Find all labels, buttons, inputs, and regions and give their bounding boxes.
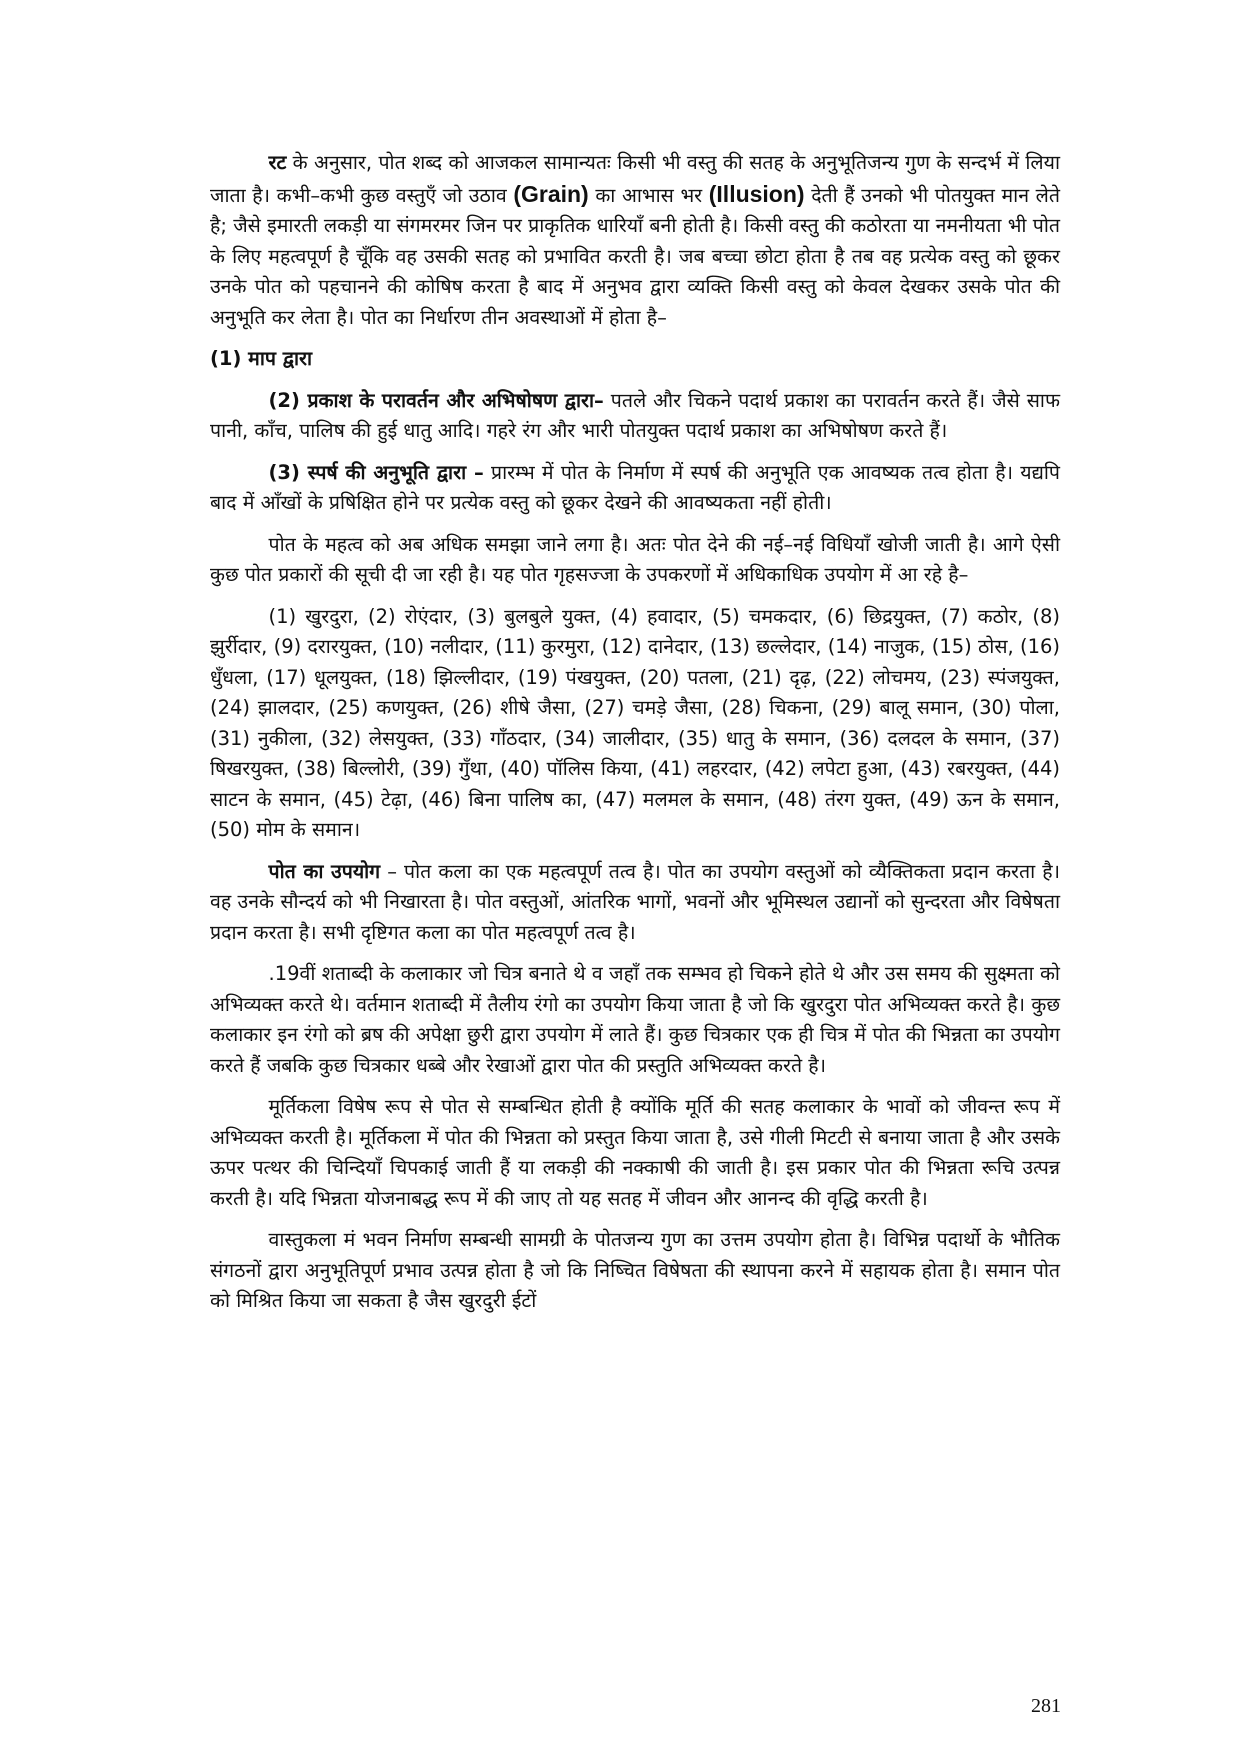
- method-3-label: (3) स्पर्ष की अनुभूति द्वारा –: [268, 460, 484, 484]
- paragraph-usage: [210, 857, 1060, 949]
- method-1-heading: [210, 344, 1060, 375]
- paragraph-importance: पोत के महत्व को अब अधिक समझा जाने लगा है। अतः पोत देने की नई–नई विधियाँ खोजी जाती है। आगे ऐसी कुछ पोत प्रकारों की सूची दी जा रही है। यह पोत गृहसज्जा के उपकरणों में अधिकाधिक उपयोग में आ रहे है–: [210, 532, 1060, 586]
- document-body: [210, 148, 1060, 1328]
- paragraph-architecture: वास्तुकला मं भवन निर्माण सम्बन्धी सामग्री के पोतजन्य गुण का उत्तम उपयोग होता है। विभिन्न पदार्थो के भौतिक संगठनों द्वारा अनुभूतिपूर्ण प्रभाव उत्पन्न होता है जो कि निष्चित विषेषता की स्थापना करने में सहायक होता है। समान पोत को मिश्रित किया जा सकता है जैस खुरदुरी ईटों: [210, 1228, 1060, 1312]
- intro-lead-word: रट: [268, 151, 287, 174]
- paragraph-sculpture: मूर्तिकला विषेष रूप से पोत से सम्बन्धित होती है क्योंकि मूर्ति की सतह कलाकार के भावों को जीवन्त रूप में अभिव्यक्त करती है। मूर्तिकला में पोत की भिन्नता को प्रस्तुत किया जाता है, उसे गीली मिटटी से बनाया जाता है और उसके ऊपर पत्थर की चिन्दियाँ चिपकाई जाती हैं या लकड़ी की नक्काषी की जाती है। इस प्रकार पोत की भिन्नता रूचि उत्पन्न करती है। यदि भिन्नता योजनाबद्ध रूप में की जाए तो यह सतह में जीवन और आनन्द की वृद्धि करती है।: [210, 1095, 1060, 1210]
- method-3-text: प्रारम्भ में पोत के निर्माण में स्पर्ष की अनुभूति एक आवष्यक तत्व होता है। यद्यपि बाद में आँखों के प्रषिक्षित होने पर प्रत्येक वस्तु को छूकर देखने की आवष्यकता नहीं होती।: [210, 460, 1060, 514]
- usage-text: – पोत कला का एक महत्वपूर्ण तत्व है। पोत का उपयोग वस्तुओं को व्यैक्तिकता प्रदान करता है। वह उनके सौन्दर्य को भी निखारता है। पोत वस्तुओं, आंतरिक भागों, भवनों और भूमिस्थल उद्यानों को सुन्दरता और विषेषता प्रदान करता है। सभी दृष्टिगत कला का पोत महत्वपूर्ण तत्व है।: [210, 859, 1060, 944]
- intro-text-1: के अनुसार, पोत शब्द को आजकल सामान्यतः किसी भी वस्तु की सतह के अनुभूतिजन्य गुण के सन्दर्भ में लिया जाता है। कभी–कभी कुछ वस्तुएँ जो उठाव: [210, 151, 1060, 207]
- texture-types-list: (1) खुरदुरा, (2) रोएंदार, (3) बुलबुले युक्त, (4) हवादार, (5) चमकदार, (6) छिद्रयुक्त, (7) कठोर, (8) झुर्रीदार, (9) दरारयुक्त, (10) नलीदार, (11) कुरमुरा, (12) दानेदार, (13) छल्लेदार, (14) नाजुक, (15) ठोस, (16) धुँधला, (17) धूलयुक्त, (18) झिल्लीदार, (19) पंखयुक्त, (20) पतला, (21) दृढ़, (22) लोचमय, (23) स्पंजयुक्त, (24) झालदार, (25) कणयुक्त, (26) शीषे जैसा, (27) चमड़े जैसा, (28) चिकना, (29) बालू समान, (30) पोला, (31) नुकीला, (32) लेसयुक्त, (33) गाँठदार, (34) जालीदार, (35) धातु के समान, (36) दलदल के समान, (37) षिखरयुक्त, (38) बिल्लोरी, (39) गुँथा, (40) पॉलिस किया, (41) लहरदार, (42) लपेटा हुआ, (43) रबरयुक्त, (44) साटन के समान, (45) टेढ़ा, (46) बिना पालिष का, (47) मलमल के समान, (48) तंरग युक्त, (49) ऊन के समान, (50) मोम के समान।: [210, 604, 1060, 841]
- paragraph-painting: .19वीं शताब्दी के कलाकार जो चित्र बनाते थे व जहाँ तक सम्भव हो चिकने होते थे और उस समय की सुक्ष्मता को अभिव्यक्त करते थे। वर्तमान शताब्दी में तैलीय रंगो का उपयोग किया जाता है जो कि खुरदुरा पोत अभिव्यक्त करते है। कुछ कलाकार इन रंगो को ब्रष की अपेक्षा छुरी द्वारा उपयोग में लाते हैं। कुछ चित्रकार एक ही चित्र में पोत की भिन्नता का उपयोग करते हैं जबकि कुछ चित्रकार धब्बे और रेखाओं द्वारा पोत की प्रस्तुति अभिव्यक्त करते है।: [210, 962, 1060, 1077]
- term-illusion: (Illusion): [708, 180, 805, 207]
- method-2-text: पतले और चिकने पदार्थ प्रकाश का परावर्तन करते हैं। जैसे साफ पानी, काँच, पालिष की हुई धातु आदि। गहरे रंग और भारी पोतयुक्त पदार्थ प्रकाश का अभिषोषण करते हैं।: [210, 388, 1060, 442]
- method-2-label: (2) प्रकाश के परावर्तन और अभिषोषण द्वारा–: [268, 388, 604, 412]
- paragraph-method-3: [210, 458, 1060, 519]
- method-1-label: (1) माप द्वारा: [210, 347, 313, 370]
- paragraph-method-2: [210, 386, 1060, 447]
- usage-heading: पोत का उपयोग: [268, 859, 381, 883]
- term-grain: (Grain): [513, 180, 589, 207]
- intro-text-3: देती हैं उनको भी पोतयुक्त मान लेते है; जैसे इमारती लकड़ी या संगमरमर जिन पर प्राकृतिक धारियाँ बनी होती है। किसी वस्तु की कठोरता या नमनीयता भी पोत के लिए महत्वपूर्ण है चूँकि वह उसकी सतह को प्रभावित करती है। जब बच्चा छोटा होता है तब वह प्रत्येक वस्तु को छूकर उनके पोत को पहचानने की कोषिष करता है बाद में अनुभव द्वारा व्यक्ति किसी वस्तु को केवल देखकर उसके पोत की अनुभूति कर लेता है। पोत का निर्धारण तीन अवस्थाओं में होता है–: [210, 183, 1061, 329]
- page-number: 281: [1031, 1695, 1061, 1717]
- intro-text-2: का आभास भर: [588, 183, 709, 207]
- paragraph-intro: [210, 148, 1060, 333]
